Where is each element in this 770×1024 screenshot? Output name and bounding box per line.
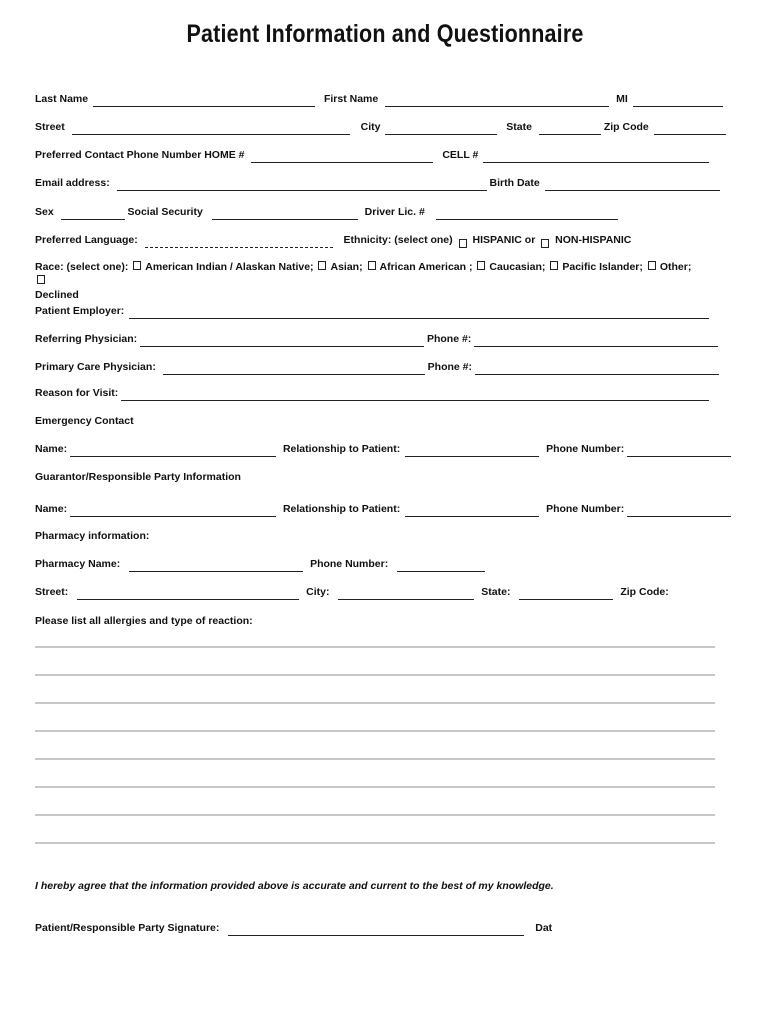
- allergy-line-5[interactable]: [35, 758, 715, 760]
- guarantor-relationship-field[interactable]: [405, 505, 539, 517]
- mi-field[interactable]: [633, 95, 723, 107]
- guarantor-heading-text: Guarantor/Responsible Party Information: [35, 471, 241, 483]
- pharmacy-address-row: [35, 584, 669, 600]
- primary-phone-label: Phone #:: [427, 361, 472, 373]
- race-checkbox-other[interactable]: [648, 261, 656, 270]
- referring-physician-field[interactable]: [140, 335, 424, 347]
- phone-row: [35, 147, 709, 163]
- race-option-asian: Asian;: [330, 261, 363, 273]
- sex-label: Sex: [35, 206, 54, 218]
- state-field[interactable]: [539, 123, 601, 135]
- email-row: [35, 175, 720, 191]
- race-option-declined: Declined: [35, 289, 79, 301]
- guarantor-name-label: Name:: [35, 503, 68, 515]
- race-section: [35, 260, 705, 302]
- non-hispanic-checkbox[interactable]: [541, 239, 549, 248]
- home-phone-field[interactable]: [251, 151, 433, 163]
- employer-label: Patient Employer:: [35, 305, 125, 317]
- address-row: [35, 119, 726, 135]
- primary-phone-field[interactable]: [475, 363, 719, 375]
- ssn-field[interactable]: [212, 208, 358, 220]
- guarantor-heading: [35, 469, 241, 485]
- guarantor-phone-field[interactable]: [627, 505, 731, 517]
- email-field[interactable]: [117, 179, 487, 191]
- race-option-american-indian: American Indian / Alaskan Native;: [145, 261, 314, 273]
- pharmacy-name-label: Pharmacy Name:: [35, 558, 121, 570]
- referring-physician-label: Referring Physician:: [35, 333, 138, 345]
- email-label: Email address:: [35, 177, 110, 189]
- id-row: [35, 204, 618, 220]
- home-phone-label: Preferred Contact Phone Number HOME #: [35, 149, 245, 161]
- page-title: Patient Information and Questionnaire: [186, 20, 584, 48]
- signature-label: Patient/Responsible Party Signature:: [35, 922, 220, 934]
- date-label: Dat: [535, 922, 553, 934]
- pharmacy-phone-field[interactable]: [397, 560, 485, 572]
- referring-phone-field[interactable]: [474, 335, 718, 347]
- hispanic-label: HISPANIC or: [472, 234, 536, 246]
- ssn-label: Social Security: [127, 206, 203, 218]
- reason-row: [35, 385, 709, 401]
- hispanic-checkbox[interactable]: [459, 239, 467, 248]
- cell-field[interactable]: [483, 151, 709, 163]
- city-field[interactable]: [385, 123, 497, 135]
- race-checkbox-african-american[interactable]: [368, 261, 376, 270]
- race-checkbox-declined[interactable]: [37, 275, 45, 284]
- race-option-african-american: African American ;: [379, 261, 473, 273]
- emergency-heading: [35, 413, 134, 429]
- emergency-row: [35, 441, 731, 457]
- city-label: City: [360, 121, 381, 133]
- first-name-label: First Name: [323, 93, 379, 105]
- reason-field[interactable]: [121, 389, 709, 401]
- race-option-other: Other;: [659, 261, 692, 273]
- emergency-relationship-label: Relationship to Patient:: [282, 443, 401, 455]
- pharmacy-state-label: State:: [481, 586, 511, 598]
- ethnicity-label: Ethnicity: (select one): [343, 234, 453, 246]
- race-checkbox-asian[interactable]: [318, 261, 326, 270]
- allergies-row: [35, 613, 253, 629]
- pharmacy-street-field[interactable]: [77, 588, 299, 600]
- pharmacy-city-field[interactable]: [338, 588, 474, 600]
- guarantor-name-field[interactable]: [70, 505, 276, 517]
- employer-field[interactable]: [129, 307, 709, 319]
- non-hispanic-label: NON-HISPANIC: [555, 234, 632, 246]
- pharmacy-name-row: [35, 556, 485, 572]
- reason-label: Reason for Visit:: [35, 387, 119, 399]
- pharmacy-name-field[interactable]: [129, 560, 303, 572]
- allergy-line-1[interactable]: [35, 646, 715, 648]
- allergy-line-8[interactable]: [35, 842, 715, 844]
- birth-date-label: Birth Date: [489, 177, 540, 189]
- cell-label: CELL #: [442, 149, 479, 161]
- zip-label: Zip Code: [603, 121, 649, 133]
- pharmacy-heading: [35, 528, 149, 544]
- race-checkbox-american-indian[interactable]: [133, 261, 141, 270]
- emergency-name-field[interactable]: [70, 445, 276, 457]
- pharmacy-city-label: City:: [306, 586, 330, 598]
- primary-care-row: [35, 359, 719, 375]
- agreement-statement: [35, 878, 554, 894]
- name-row: [35, 91, 723, 107]
- state-label: State: [506, 121, 532, 133]
- emergency-phone-label: Phone Number:: [546, 443, 625, 455]
- primary-care-label: Primary Care Physician:: [35, 361, 156, 373]
- mi-label: MI: [616, 93, 628, 105]
- allergy-line-7[interactable]: [35, 814, 715, 816]
- sex-field[interactable]: [61, 208, 125, 220]
- race-option-pacific-islander: Pacific Islander;: [562, 261, 643, 273]
- guarantor-relationship-label: Relationship to Patient:: [282, 503, 401, 515]
- pharmacy-heading-text: Pharmacy information:: [35, 530, 150, 542]
- employer-row: [35, 303, 709, 319]
- driver-lic-label: Driver Lic. #: [364, 206, 425, 218]
- allergies-label: Please list all allergies and type of reaction:: [35, 615, 253, 627]
- guarantor-phone-label: Phone Number:: [546, 503, 625, 515]
- emergency-phone-field[interactable]: [627, 445, 731, 457]
- race-checkbox-caucasian[interactable]: [477, 261, 485, 270]
- allergy-line-6[interactable]: [35, 786, 715, 788]
- street-label: Street: [35, 121, 65, 133]
- agreement-text: I hereby agree that the information provided above is accurate and current to the best of my knowledge.: [35, 880, 554, 892]
- last-name-field[interactable]: [93, 95, 315, 107]
- pharmacy-street-label: Street:: [35, 586, 69, 598]
- last-name-label: Last Name: [35, 93, 89, 105]
- zip-field[interactable]: [654, 123, 726, 135]
- emergency-relationship-field[interactable]: [405, 445, 539, 457]
- allergy-line-4[interactable]: [35, 730, 715, 732]
- pharmacy-phone-label: Phone Number:: [310, 558, 389, 570]
- signature-row: [35, 920, 552, 936]
- guarantor-row: [35, 501, 731, 517]
- referring-phone-label: Phone #:: [426, 333, 472, 345]
- pharmacy-state-field[interactable]: [519, 588, 613, 600]
- emergency-name-label: Name:: [35, 443, 68, 455]
- race-option-caucasian: Caucasian;: [489, 261, 546, 273]
- race-label: Race: (select one):: [35, 261, 129, 273]
- language-row: [35, 232, 631, 248]
- race-checkbox-pacific-islander[interactable]: [550, 261, 558, 270]
- allergy-line-2[interactable]: [35, 674, 715, 676]
- signature-field[interactable]: [228, 924, 524, 936]
- driver-lic-field[interactable]: [436, 208, 618, 220]
- language-field[interactable]: [145, 236, 333, 248]
- street-field[interactable]: [72, 123, 350, 135]
- allergy-line-3[interactable]: [35, 702, 715, 704]
- pharmacy-zip-label: Zip Code:: [620, 586, 669, 598]
- first-name-field[interactable]: [385, 95, 609, 107]
- primary-care-field[interactable]: [163, 363, 425, 375]
- referring-row: [35, 331, 718, 347]
- emergency-heading-text: Emergency Contact: [35, 415, 134, 427]
- birth-date-field[interactable]: [545, 179, 720, 191]
- language-label: Preferred Language:: [35, 234, 138, 246]
